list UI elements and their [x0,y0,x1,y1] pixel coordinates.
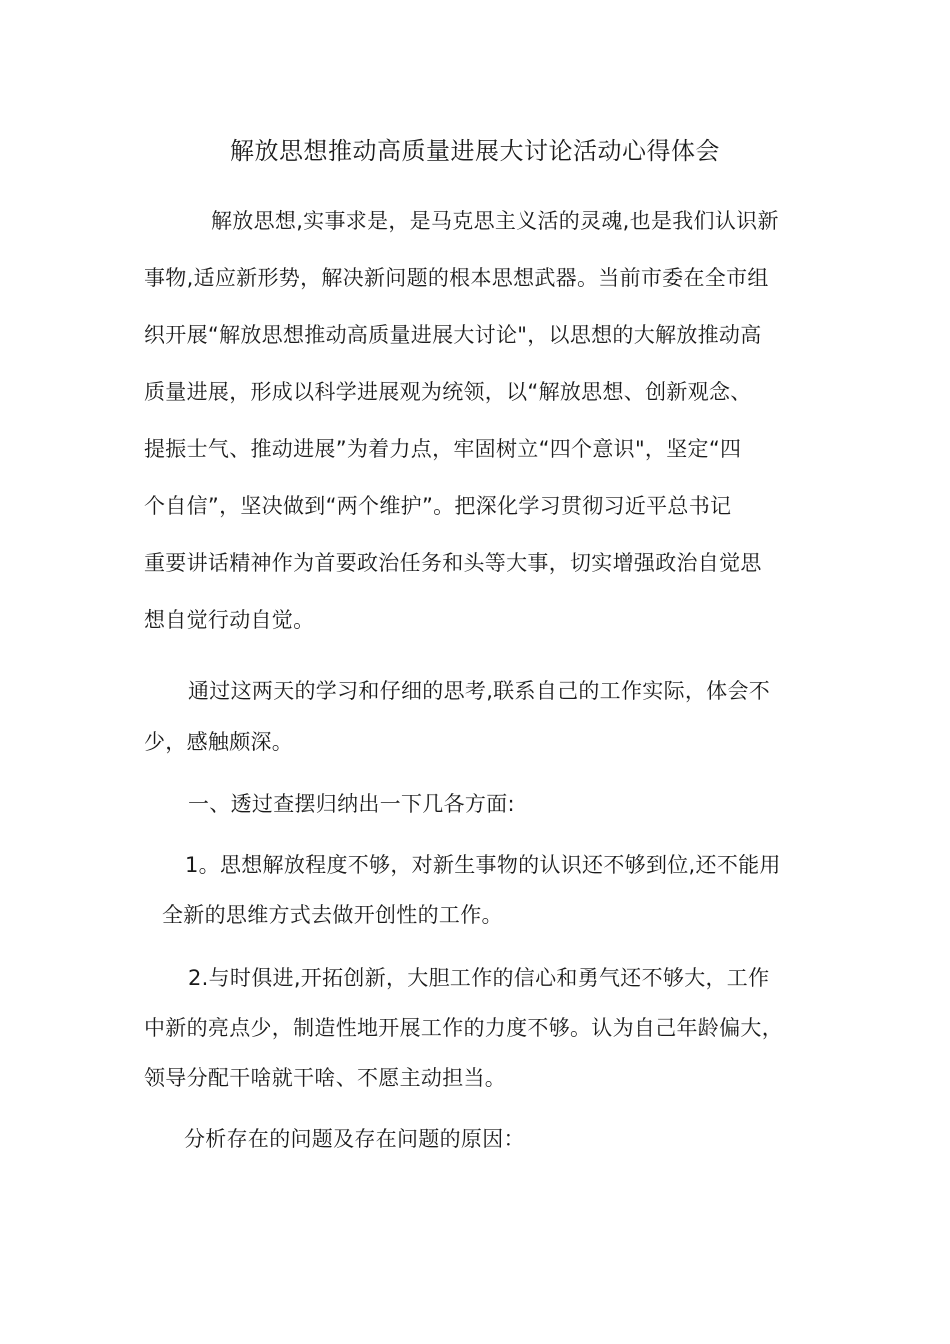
paragraph-line: 提振士气、推动进展”为着力点，牢固树立“四个意识"，坚定“四 [144,437,742,461]
paragraph-line: 1。思想解放程度不够，对新生事物的认识还不够到位,还不能用 [185,853,781,877]
paragraph-line: 织开展“解放思想推动高质量进展大讨论"，以思想的大解放推动高 [144,323,762,347]
paragraph-line: 一、透过查摆归纳出一下几各方面: [188,792,515,816]
paragraph-line: 个自信”，坚决做到“两个维护”。把深化学习贯彻习近平总书记 [144,494,732,518]
paragraph-line: 领导分配干啥就干啥、不愿主动担当。 [144,1066,507,1090]
paragraph-line: 解放思想,实事求是，是马克思主义活的灵魂,也是我们认识新 [211,209,779,233]
paragraph-line: 2.与时俱进,开拓创新，大胆工作的信心和勇气还不够大，工作 [188,966,770,990]
paragraph-line: 重要讲话精神作为首要政治任务和头等大事，切实增强政治自觉思 [144,551,762,575]
paragraph-line: 全新的思维方式去做开创性的工作。 [162,903,503,927]
paragraph-line: 中新的亮点少，制造性地开展工作的力度不够。认为自己年龄偏大， [144,1016,783,1040]
document-title: 解放思想推动高质量进展大讨论活动心得体会 [230,137,720,165]
paragraph-line: 事物,适应新形势，解决新问题的根本思想武器。当前市委在全市组 [144,266,769,290]
paragraph-line: 分析存在的问题及存在问题的原因： [184,1127,525,1151]
paragraph-line: 质量进展，形成以科学进展观为统领，以“解放思想、创新观念、 [144,380,752,404]
paragraph-line: 少，感触颇深。 [144,730,294,754]
paragraph-line: 想自觉行动自觉。 [144,608,315,632]
paragraph-line: 通过这两天的学习和仔细的思考,联系自己的工作实际，体会不 [188,679,771,703]
